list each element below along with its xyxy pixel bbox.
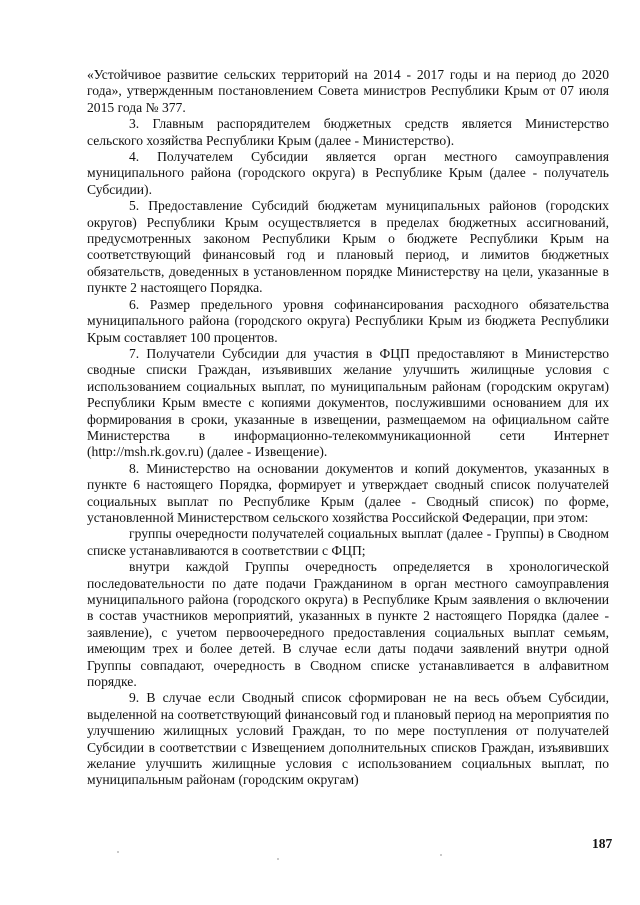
paragraph-item-5: 5. Предоставление Субсидий бюджетам муниципальных районов (городских округов) Республики Крым осуществляется в пределах бюджетных ассигнований, предусмотренных законом Республики Крым о бюджете Республики Крым на соответствующий финансовый год и плановый период, и лимитов бюджетных обязательств, доведенных в установленном порядке Министерству на цели, указанные в пункте 2 настоящего Порядка. — [87, 198, 609, 296]
scan-speck — [117, 851, 119, 853]
paragraph-continuation: «Устойчивое развитие сельских территорий на 2014 - 2017 годы и на период до 2020 года», утвержденным постановлением Совета министров Республики Крым от 07 июля 2015 года № 377. — [87, 67, 609, 115]
paragraph-item-8-order: внутри каждой Группы очередность определяется в хронологической последовательности по дате подачи Гражданином в орган местного самоуправления муниципального района (городского округа) в Республике Крым заявления о включении в состав участников мероприятий, указанных в пункте 2 настоящего Порядка (далее - заявление), с учетом первоочередного предоставления социальных выплат семьям, имеющим трех и более детей. В случае если даты подачи заявлений внутри одной Группы совпадают, очередность в Сводном списке устанавливается в алфавитном порядке. — [87, 559, 609, 690]
scan-speck — [440, 854, 442, 856]
paragraph-item-8: 8. Министерство на основании документов и копий документов, указанных в пункте 6 настоящего Порядка, формирует и утверждает сводный список получателей социальных выплат по Республике Крым (далее - Сводный список) по форме, установленной Министерством сельского хозяйства Российской Федерации, при этом: — [87, 460, 609, 525]
paragraph-item-9: 9. В случае если Сводный список сформирован не на весь объем Субсидии, выделенной на соответствующий финансовый год и плановый период на мероприятия по улучшению жилищных условий Граждан, то по мере поступления от получателей Субсидии в соответствии с Извещением дополнительных списков Граждан, изъявивших желание улучшить жилищные условия с использованием социальных выплат, по муниципальным районам (городским округам) — [87, 690, 609, 788]
paragraph-item-6: 6. Размер предельного уровня софинансирования расходного обязательства муниципального района (городского округа) Республики Крым из бюджета Республики Крым составляет 100 процентов. — [87, 296, 609, 345]
scan-speck — [277, 858, 279, 860]
paragraph-item-4: 4. Получателем Субсидии является орган местного самоуправления муниципального района (городского округа) в Республике Крым (далее - получатель Субсидии). — [87, 149, 609, 197]
paragraph-item-8-groups: группы очередности получателей социальных выплат (далее - Группы) в Сводном списке устанавливаются в соответствии с ФЦП; — [87, 526, 609, 558]
paragraph-item-7: 7. Получатели Субсидии для участия в ФЦП предоставляют в Министерство сводные списки Граждан, изъявивших желание улучшить жилищные условия с использованием социальных выплат, по муниципальным районам (городским округам) Республики Крым вместе с копиями документов, послужившими основанием для их формирования в сроки, указанные в извещении, размещаемом на официальном сайте Министерства в информационно-телекоммуникационной сети Интернет (http://msh.rk.gov.ru) (далее - Извещение). — [87, 345, 609, 460]
paragraph-item-3: 3. Главным распорядителем бюджетных средств является Министерство сельского хозяйства Республики Крым (далее - Министерство). — [87, 116, 609, 148]
document-body — [87, 67, 609, 789]
page-number: 187 — [592, 836, 613, 851]
